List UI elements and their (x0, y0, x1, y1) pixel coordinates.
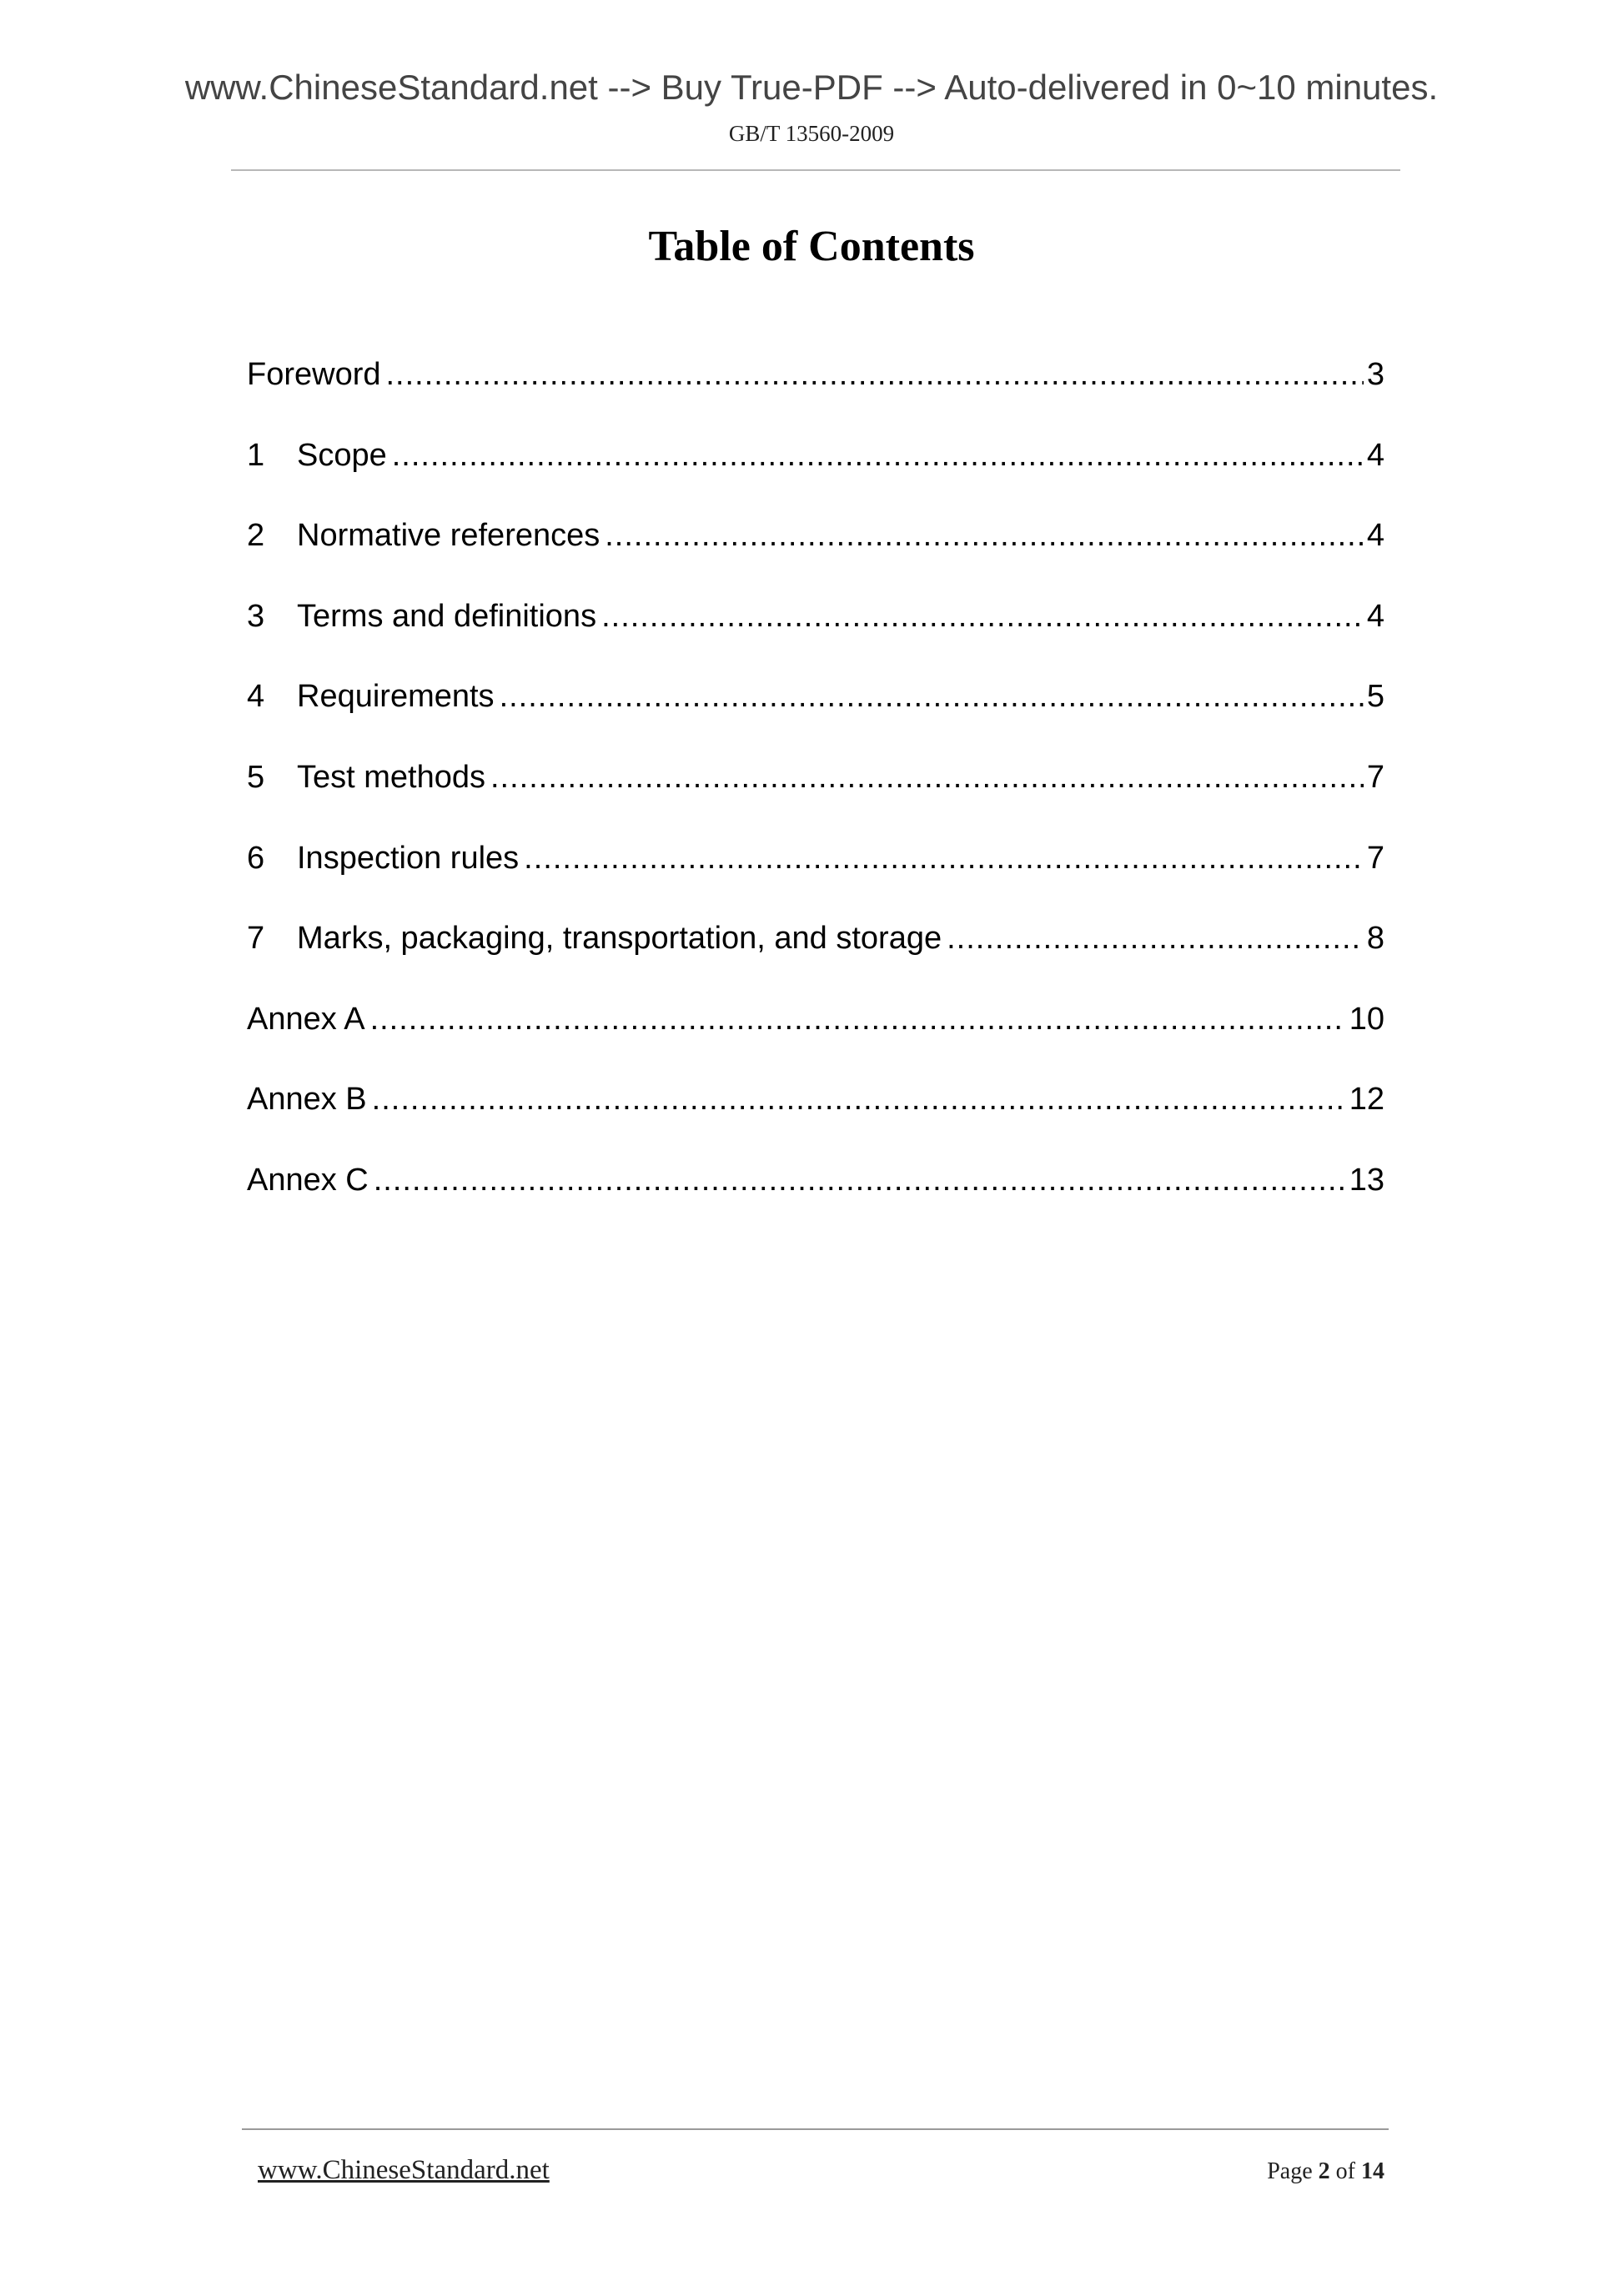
toc-entry-label: Test methods (297, 759, 485, 795)
toc-entry-number: 4 (247, 679, 265, 715)
table-of-contents (247, 354, 1384, 1240)
toc-dot-leader (372, 1078, 1346, 1120)
toc-entry-page: 7 (1366, 759, 1384, 795)
toc-dot-leader (524, 837, 1364, 879)
toc-dot-leader (947, 917, 1364, 959)
footer-website-link[interactable]: www.ChineseStandard.net (258, 2155, 550, 2185)
toc-entry-number: 3 (247, 598, 265, 634)
toc-entry-page: 8 (1366, 921, 1384, 957)
site-banner: www.ChineseStandard.net --> Buy True-PDF --> Auto-delivered in 0~10 minutes. (184, 68, 1439, 107)
toc-dot-leader (374, 1159, 1346, 1201)
toc-entry-requirements[interactable] (247, 676, 1384, 717)
toc-entry-number: 1 (247, 437, 265, 473)
toc-entry-label: Foreword (247, 357, 381, 392)
toc-dot-leader (601, 595, 1364, 637)
toc-entry-scope[interactable] (247, 435, 1384, 476)
toc-entry-number: 7 (247, 921, 265, 957)
toc-entry-terms-and-definitions[interactable] (247, 595, 1384, 637)
toc-dot-leader (386, 354, 1364, 395)
page-number-indicator (1267, 2155, 1384, 2188)
toc-entry-label: Inspection rules (297, 840, 520, 876)
toc-entry-page: 13 (1349, 1162, 1384, 1198)
toc-entry-annex-b[interactable] (247, 1078, 1384, 1120)
standard-code: GB/T 13560-2009 (728, 121, 895, 146)
of-word: of (1335, 2158, 1355, 2184)
toc-entry-page: 3 (1366, 357, 1384, 392)
toc-entry-label: Terms and definitions (297, 598, 597, 634)
toc-dot-leader (605, 515, 1364, 556)
toc-entry-page: 12 (1349, 1082, 1384, 1118)
toc-entry-page: 4 (1366, 598, 1384, 634)
toc-entry-annex-a[interactable] (247, 998, 1384, 1040)
toc-entry-label: Marks, packaging, transportation, and storage (297, 921, 942, 957)
toc-entry-label: Annex B (247, 1082, 367, 1118)
toc-entry-page: 7 (1366, 840, 1384, 876)
page-word: Page (1267, 2158, 1313, 2184)
toc-entry-marks-packaging[interactable] (247, 917, 1384, 959)
toc-dot-leader (392, 435, 1364, 476)
toc-entry-page: 5 (1366, 679, 1384, 715)
toc-entry-label: Annex A (247, 1001, 365, 1037)
toc-entry-page: 4 (1366, 518, 1384, 554)
footer-divider (242, 2128, 1389, 2130)
toc-entry-label: Scope (297, 437, 387, 473)
total-pages-number: 14 (1361, 2158, 1384, 2184)
toc-entry-label: Requirements (297, 679, 495, 715)
toc-entry-number: 6 (247, 840, 265, 876)
toc-dot-leader (370, 998, 1346, 1040)
toc-entry-number: 2 (247, 518, 265, 554)
toc-dot-leader (500, 676, 1364, 717)
toc-entry-label: Annex C (247, 1162, 369, 1198)
header-divider (231, 169, 1400, 171)
toc-entry-foreword[interactable] (247, 354, 1384, 395)
current-page-number: 2 (1318, 2158, 1330, 2184)
toc-entry-inspection-rules[interactable] (247, 837, 1384, 879)
toc-entry-page: 10 (1349, 1001, 1384, 1037)
page-title: Table of Contents (648, 223, 975, 270)
toc-entry-test-methods[interactable] (247, 756, 1384, 798)
toc-entry-page: 4 (1366, 437, 1384, 473)
toc-entry-label: Normative references (297, 518, 600, 554)
toc-entry-annex-c[interactable] (247, 1159, 1384, 1201)
toc-entry-normative-references[interactable] (247, 515, 1384, 556)
toc-entry-number: 5 (247, 759, 265, 795)
toc-dot-leader (490, 756, 1364, 798)
